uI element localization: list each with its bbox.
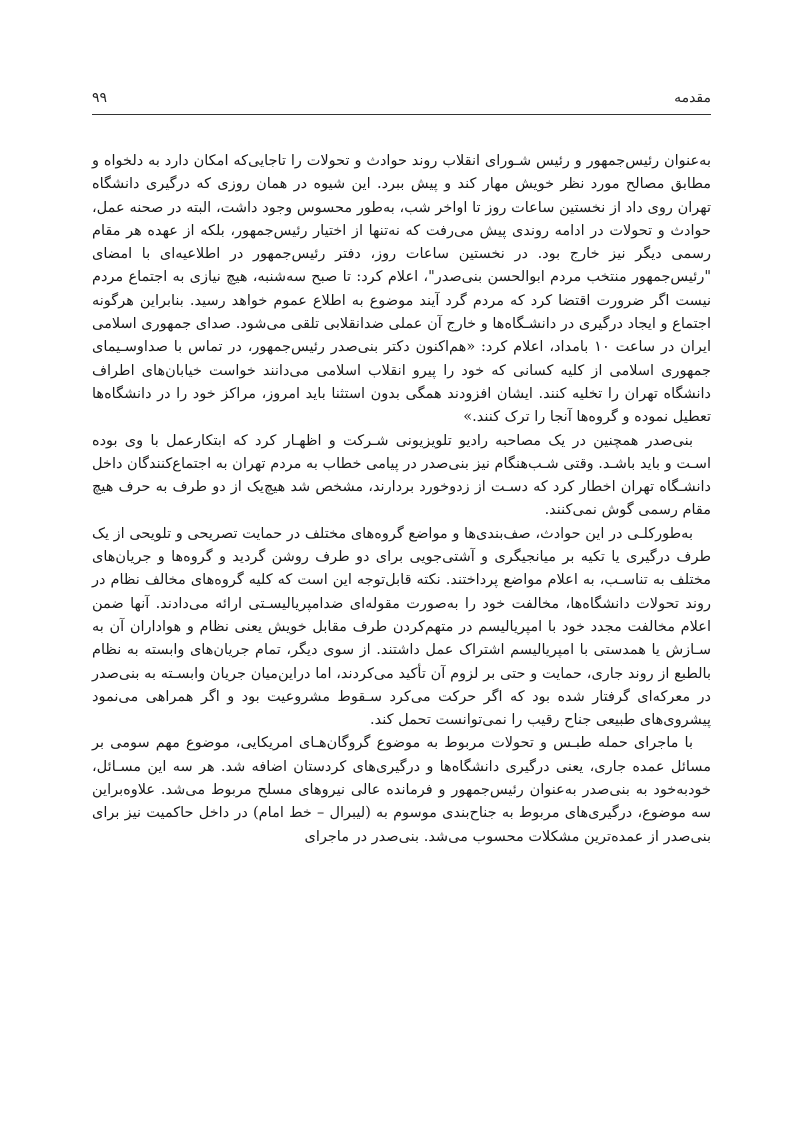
paragraph: به‌عنوان رئیس‌جمهور و رئیس شـورای انقلاب روند حوادث و تحولات را تاجایی‌که امکان دارد به دلخواه و مطابق مصالح مورد نظر خویش مهار کند و پیش ببرد. این شیوه در همان روزی که درگیری دانشگاه تهران روی داد از نخستین ساعات روز تا اواخر شب، به‌طور محسوس وجود داشت، البته در صحنه عمل، حوادث و تحولات در ادامه روندی پیش می‌رفت که نه‌تنها از اختیار رئیس‌جمهور، بلکه از عهده هر مقام رسمی دیگر نیز خارج بود. در نخستین ساعات روز، دفتر رئیس‌جمهور در اطلاعیه‌ای با امضای "رئیس‌جمهور منتخب مردم ابوالحسن بنی‌صدر"، اعلام کرد: تا صبح سه‌شنبه، هیچ نیازی به اجتماع مردم نیست اگر ضرورت اقتضا کرد که مردم گرد آیند موضوع به اطلاع عموم خواهد رسید. بنابراین هرگونه اجتماع و ایجاد درگیری در دانشـگاه‌ها و خارج آن عملی ضدانقلابی تلقی می‌شود. صدای جمهوری اسلامی ایران در ساعت ۱۰ بامداد، اعلام کرد: «هم‌اکنون دکتر بنی‌صدر رئیس‌جمهور، در تماس با صداوسـیمای جمهوری اسلامی از کلیه کسانی که خود را پیرو انقلاب اسلامی می‌دانند خواست خیابان‌های اطراف دانشگاه تهران را تخلیه کنند. ایشان افزودند همگی بدون استثنا باید امروز، مراکز خود را در دانشگاه‌ها تعطیل نموده و گروه‌ها آنجا را ترک کنند.» — [92, 153, 711, 426]
page-number: ۹۹ — [92, 90, 108, 106]
paragraph: بنی‌صدر همچنین در یک مصاحبه رادیو تلویزیونی شـرکت و اظهـار کرد که ابتکارعمل با وی بوده اسـت و باید باشـد. وقتی شـب‌هنگام نیز بنی‌صدر در پیامی خطاب به مردم تهران به اجتماع‌کنندگان داخل دانشـگاه تهران اخطار کرد که دسـت از زدوخورد بردارند، مشخص شد هیچ‌یک از دو طرف به حرف هیچ مقام رسمی گوش نمی‌کنند. — [92, 432, 711, 519]
running-title: مقدمه — [674, 90, 711, 106]
page-header — [92, 86, 711, 115]
paragraph: با ماجرای حمله طبـس و تحولات مربوط به موضوع گروگان‌هـای امریکایی، موضوع مهم سومی بر مسائل عمده جاری، یعنی درگیری دانشگاه‌ها و درگیری‌های کردستان اضافه شد. هر سه این مسـائل، خودبه‌خود به بنی‌صدر به‌عنوان رئیس‌جمهور و فرمانده عالی نیروهای مسلح مربوط می‌شد. علاوه‌براین سه موضوع، درگیری‌های مربوط به جناح‌بندی موسوم به (لیبرال – خط امام) در داخل حاکمیت نیز برای بنی‌صدر از عمده‌ترین مشکلات محسوب می‌شد. بنی‌صدر در ماجرای — [92, 735, 711, 845]
paragraph: به‌طورکلـی در این حوادث، صف‌بندی‌ها و مواضع گروه‌های مختلف در حمایت تصریحی و تلویحی از یک طرف درگیری یا تکیه بر میانجیگری و آشتی‌جویی برای دو طرف روشن گردید و گروه‌ها و جریان‌های مختلف به تناسـب، به اعلام مواضع پرداختند. نکته قابل‌توجه این است که کلیه گروه‌های مخالف نظام در روند تحولات دانشگاه‌ها، مخالفت خود را به‌صورت مقوله‌ای ضدامپریالیسـتی ارائه می‌دادند. آنها ضمن اعلام مخالفت مجدد خود با امپریالیسم در متهم‌کردن طرف مقابل خویش یعنی نظام و هواداران آن به سـازش یا همدستی با امپریالیسم اشتراک عمل داشتند. از سوی دیگر، تمام جریان‌های وابسته به نظام بالطبع از روند جاری، حمایت و حتی بر لزوم آن تأکید می‌کردند، اما دراین‌میان جریان وابسـته به بنی‌صدر در معرکه‌ای گرفتار شده بود که اگر حرکت می‌کرد سـقوط مشروعیت بود و اگر همراهی می‌نمود پیشروی‌های طبیعی جناح رقیب را نمی‌توانست تحمل کند. — [92, 525, 711, 729]
body-text — [92, 150, 711, 849]
